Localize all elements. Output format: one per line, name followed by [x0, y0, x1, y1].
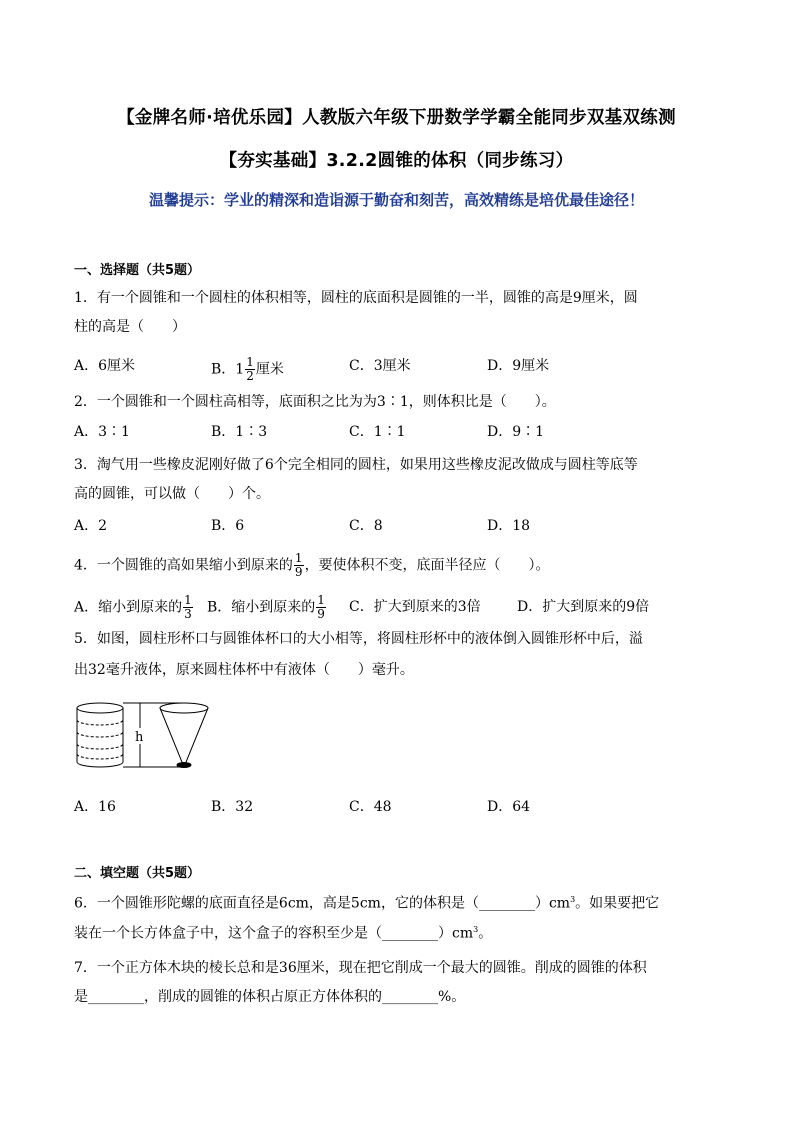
section-heading-fill: 二、填空题（共5题）: [74, 866, 201, 881]
cylinder-cone-figure: [74, 700, 214, 772]
q1-option-c: C．3厘米: [349, 358, 411, 374]
fraction-numerator: 1: [294, 551, 303, 565]
cone-shape: [160, 703, 208, 768]
q6-line1-tail: 。如果要把它: [575, 895, 660, 912]
q6-line1: [74, 890, 659, 914]
fraction-denominator: 9: [294, 565, 303, 579]
q6-line2: [74, 920, 492, 944]
q4-option-a-text: A．缩小到原来的: [74, 599, 183, 616]
cubic-superscript: 3: [473, 925, 479, 934]
tip-text: 温馨提示：学业的精深和造诣源于勤奋和刻苦，高效精练是培优最佳途径！: [148, 191, 644, 209]
q2-option-d: D．9∶1: [487, 424, 545, 440]
q5-line2: 出32毫升液体，原来圆柱体杯中有液体（ ）毫升。: [74, 662, 414, 678]
page-title-line2: 【夯实基础】3.2.2圆锥的体积（同步练习）: [219, 151, 574, 171]
q4-option-a-fraction: [183, 594, 193, 621]
q2-option-c: C．1∶1: [349, 424, 406, 440]
q5-option-b: B．32: [211, 799, 254, 815]
cubic-superscript: 3: [570, 895, 576, 904]
q3-line1: 3．淘气用一些橡皮泥刚好做了6个完全相同的圆柱，如果用这些橡皮泥改做成与圆柱等底等: [74, 457, 638, 473]
q1-option-b-fraction: [245, 356, 255, 383]
fraction-numerator: 1: [317, 593, 325, 607]
q4-option-c: C．扩大到原来的3倍: [349, 599, 481, 615]
q1-line1: 1．有一个圆锥和一个圆柱的体积相等，圆柱的底面积是圆锥的一半，圆锥的高是9厘米，圆: [74, 290, 638, 306]
cylinder-shape: [77, 703, 123, 767]
q4-fraction: [294, 552, 304, 579]
q5-option-a: A．16: [74, 799, 116, 815]
q1-option-a: A．6厘米: [74, 358, 136, 374]
q7-line1: 7．一个正方体木块的棱长总和是36厘米，现在把它削成一个最大的圆锥。削成的圆锥的体积: [74, 960, 647, 976]
q5-option-d: D．64: [487, 799, 531, 815]
q4-option-b-fraction: [316, 594, 326, 621]
q1-option-b-prefix: B．1: [211, 361, 245, 378]
fraction-numerator: 1: [184, 593, 192, 607]
q4-option-a: [74, 594, 194, 621]
q4-option-d: D．扩大到原来的9倍: [517, 599, 650, 615]
q4-option-b-text: B．缩小到原来的: [207, 599, 316, 616]
q4-line1: [74, 552, 550, 579]
q3-option-b: B．6: [211, 518, 245, 534]
q2-option-a: A．3∶1: [74, 424, 130, 440]
q1-line2: 柱的高是（ ）: [74, 319, 186, 335]
section-heading-choice: 一、选择题（共5题）: [74, 263, 201, 278]
q2-option-b: B．1∶3: [211, 424, 268, 440]
q6-line2-text: 装在一个长方体盒子中，这个盒子的容积至少是（________）cm: [74, 925, 474, 942]
q1-option-b-suffix: 厘米: [255, 361, 284, 378]
q5-option-c: C．48: [349, 799, 392, 815]
q3-line2: 高的圆锥，可以做（ ）个。: [74, 486, 270, 502]
fraction-numerator: 1: [246, 355, 254, 369]
q3-option-a: A．2: [74, 518, 108, 534]
q3-option-d: D．18: [487, 518, 531, 534]
fraction-denominator: 3: [184, 607, 192, 621]
q4-option-b: [207, 594, 327, 621]
q1-option-d: D．9厘米: [487, 358, 550, 374]
fraction-denominator: 2: [246, 369, 254, 383]
q5-line1: 5．如图，圆柱形杯口与圆锥体杯口的大小相等，将圆柱形杯中的液体倒入圆锥形杯中后，溢: [74, 631, 643, 647]
page-title-line1: 【金牌名师·培优乐园】人教版六年级下册数学学霸全能同步双基双练测: [117, 108, 676, 128]
q6-line2-tail: 。: [478, 925, 493, 942]
q2-line1: 2．一个圆锥和一个圆柱高相等，底面积之比为为3∶1，则体积比是（ ）。: [74, 394, 556, 410]
q1-option-b: [211, 356, 284, 383]
height-label: h: [135, 730, 144, 745]
q4-line1-prefix: 4．一个圆锥的高如果缩小到原来的: [74, 557, 293, 574]
fraction-denominator: 9: [317, 607, 325, 621]
q4-line1-suffix: ，要使体积不变，底面半径应（ ）。: [304, 557, 550, 574]
q3-option-c: C．8: [349, 518, 383, 534]
q7-line2: 是________，削成的圆锥的体积占原正方体体积的________%。: [74, 989, 466, 1005]
q6-line1-text: 6．一个圆锥形陀螺的底面直径是6cm，高是5cm，它的体积是（________）cm: [74, 895, 571, 912]
